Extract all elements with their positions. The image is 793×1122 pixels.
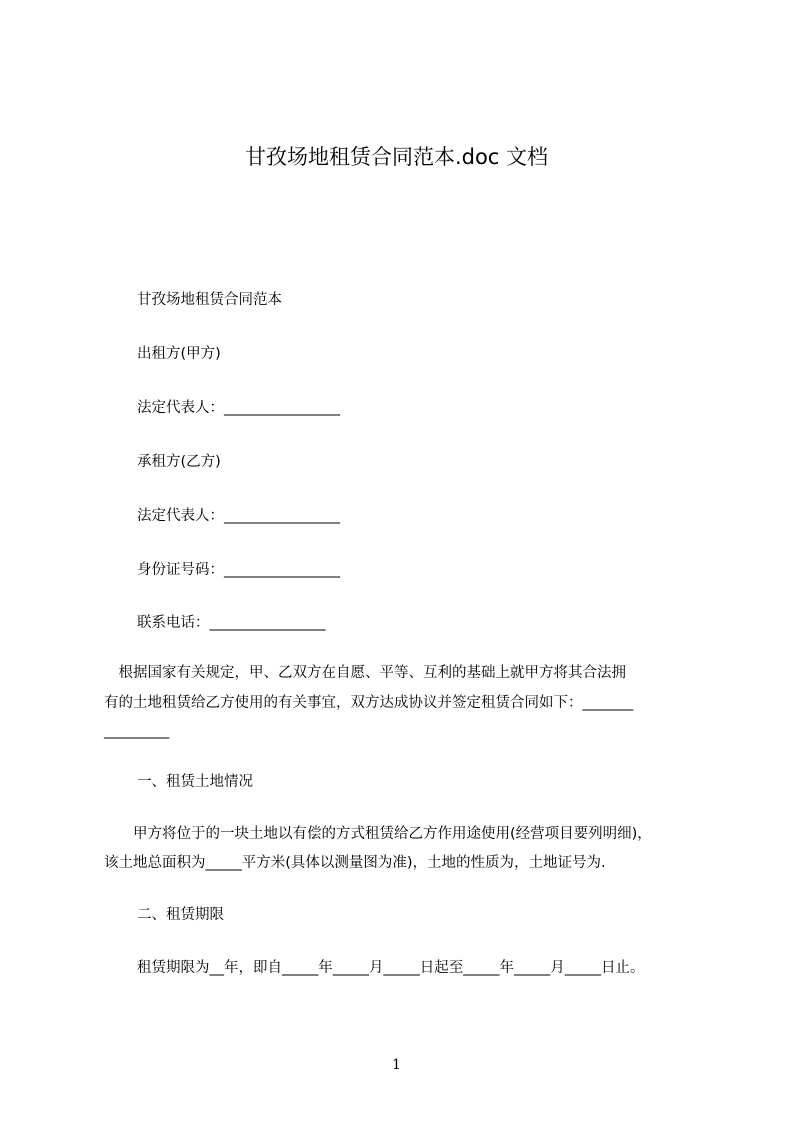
section-2-heading: 二、租赁期限 bbox=[137, 907, 224, 923]
lease-term-line: 租赁期限为__年，即自_____年_____月_____日起至_____年_____月_____日止。 bbox=[137, 960, 645, 976]
document-title: 甘孜场地租赁合同范本.doc 文档 bbox=[244, 145, 549, 169]
lessor-label: 出租方(甲方) bbox=[137, 346, 221, 362]
preamble-line-2: 有的土地租赁给乙方使用的有关事宜，双方达成协议并签定租赁合同如下：_______ bbox=[104, 695, 634, 711]
lessee-representative-field: 法定代表人：________________ bbox=[137, 508, 340, 524]
contract-name: 甘孜场地租赁合同范本 bbox=[137, 292, 282, 308]
lessor-representative-field: 法定代表人：________________ bbox=[137, 400, 340, 416]
section-1-heading: 一、租赁土地情况 bbox=[137, 774, 253, 790]
page-number: 1 bbox=[392, 1057, 401, 1073]
preamble-line-3: _________ bbox=[104, 723, 170, 739]
lessee-label: 承租方(乙方) bbox=[137, 454, 221, 470]
section-1-line-1: 甲方将位于的一块土地以有偿的方式租赁给乙方作用途使用(经营项目要列明细)， bbox=[104, 826, 652, 842]
phone-field: 联系电话：________________ bbox=[137, 615, 326, 631]
section-1-line-2: 该土地总面积为_____平方米(具体以测量图为准)，土地的性质为，土地证号为. bbox=[104, 855, 606, 871]
preamble-line-1: 根据国家有关规定，甲、乙双方在自愿、平等、互利的基础上就甲方将其合法拥 bbox=[104, 665, 626, 681]
id-number-field: 身份证号码：________________ bbox=[137, 562, 340, 578]
